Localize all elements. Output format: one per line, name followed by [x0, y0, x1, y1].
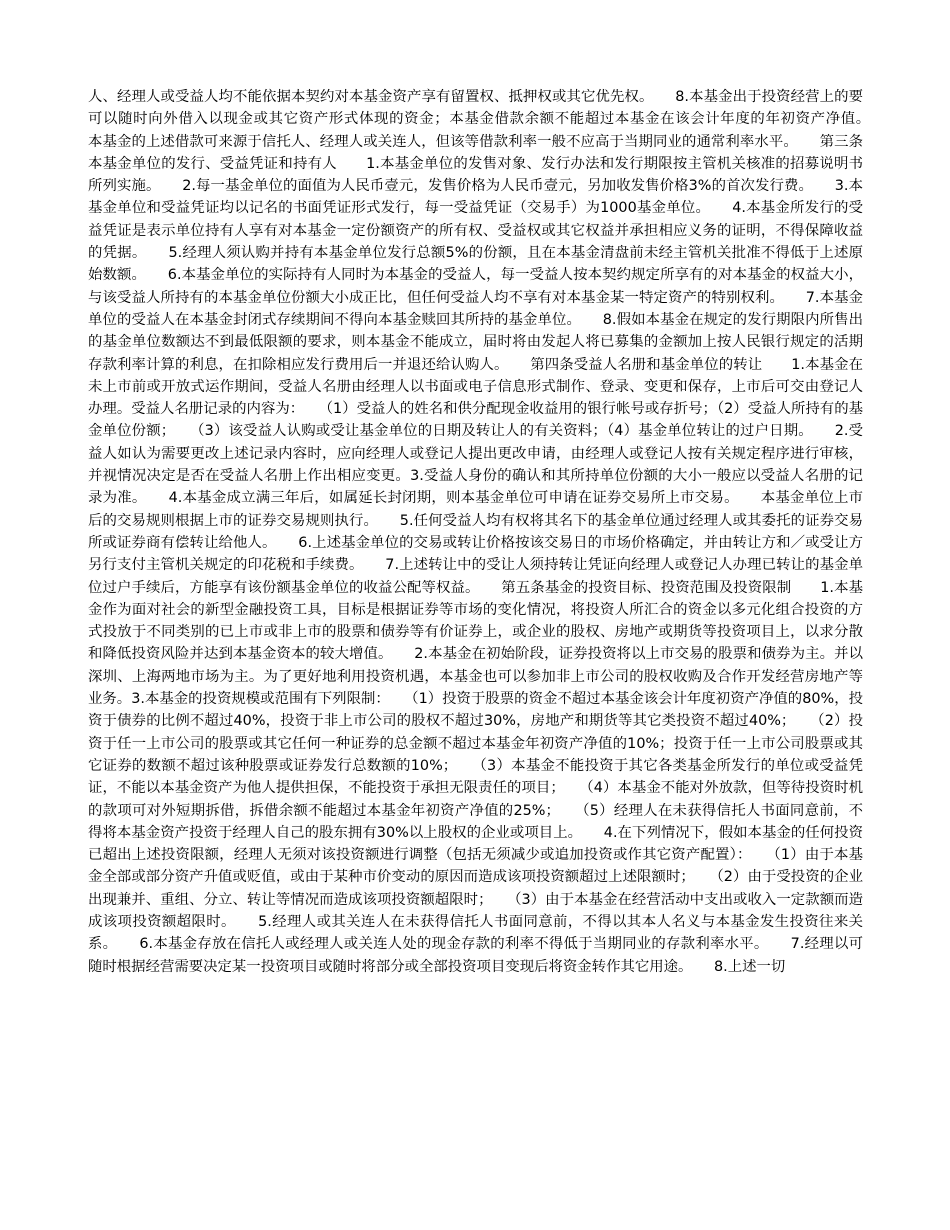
body-paragraph: 人、经理人或受益人均不能依据本契约对本基金资产享有留置权、抵押权或其它优先权。 8.本基金出于投资经营上的要可以随时向外借入以现金或其它资产形式体现的资金；本基金借款余额不能超过本基金在该会计年度的年初资产净值。 本基金的上述借款可来源于信托人、经理人或关连人，但该等借款利率一般不应高于当期同业的通常利率水平。 第三条本基金单位的发行、受益凭证和持有人 1.本基金单位的发售对象、发行办法和发行期限按主管机关核准的招募说明书所列实施。 2.每一基金单位的面值为人民币壹元，发售价格为人民币壹元，另加收发售价格3%的首次发行费。 3.本基金单位和受益凭证均以记名的书面凭证形式发行，每一受益凭证（交易手）为1000基金单位。 4.本基金所发行的受益凭证是表示单位持有人享有对本基金一定份额资产的所有权、受益权或其它权益并承担相应义务的证明，不得保障收益的凭据。 5.经理人须认购并持有本基金单位发行总额5%的份额，且在本基金清盘前未经主管机关批准不得低于上述原始数额。 6.本基金单位的实际持有人同时为本基金的受益人，每一受益人按本契约规定所享有的对本基金的权益大小，与该受益人所持有的本基金单位份额大小成正比，但任何受益人均不享有对本基金某一特定资产的特别权利。 7.本基金单位的受益人在本基金封闭式存续期间不得向本基金赎回其所持的基金单位。 8.假如本基金在规定的发行期限内所售出的基金单位数额达不到最低限额的要求，则本基金不能成立，届时将由发起人将已募集的金额加上按人民银行规定的活期存款利率计算的利息，在扣除相应发行费用后一并退还给认购人。 第四条受益人名册和基金单位的转让 1.本基金在未上市前或开放式运作期间，受益人名册由经理人以书面或电子信息形式制作、登录、变更和保存，上市后可交由登记人办理。受益人名册记录的内容为： （1）受益人的姓名和供分配现金收益用的银行帐号或存折号；（2）受益人所持有的基金单位份额； （3）该受益人认购或受让基金单位的日期及转让人的有关资料；（4）基金单位转让的过户日期。 2.受益人如认为需要更改上述记录内容时，应向经理人或登记人提出更改申请，由经理人或登记人按有关规定程序进行审核，并视情况决定是否在受益人名册上作出相应变更。3.受益人身份的确认和其所持单位份额的大小一般应以受益人名册的记录为准。 4.本基金成立满三年后，如属延长封闭期，则本基金单位可申请在证券交易所上市交易。 本基金单位上市后的交易规则根据上市的证券交易规则执行。 5.任何受益人均有权将其名下的基金单位通过经理人或其委托的证券交易所或证券商有偿转让给他人。 6.上述基金单位的交易或转让价格按该交易日的市场价格确定，并由转让方和／或受让方另行支付主管机关规定的印花税和手续费。 7.上述转让中的受让人须持转让凭证向经理人或登记人办理已转让的基金单位过户手续后，方能享有该份额基金单位的收益公配等权益。 第五条基金的投资目标、投资范围及投资限制 1.本基金作为面对社会的新型金融投资工具，目标是根据证券等市场的变化情况，将投资人所汇合的资金以多元化组合投资的方式投放于不同类别的已上市或非上市的股票和债券等有价证券上，或企业的股权、房地产或期货等投资项目上，以求分散和降低投资风险并达到本基金资本的较大增值。 2.本基金在初始阶段，证券投资将以上市交易的股票和债券为主。并以深圳、上海两地市场为主。为了更好地利用投资机遇，本基金也可以参加非上市公司的股权收购及合作开发经营房地产等业务。3.本基金的投资规模或范围有下列限制： （1）投资于股票的资金不超过本基金该会计年度初资产净值的80%，投资于债券的比例不超过40%，投资于非上市公司的股权不超过30%，房地产和期货等其它类投资不超过40%； （2）投资于任一上市公司的股票或其它任何一种证券的总金额不超过本基金年初资产净值的10%；投资于任一上市公司股票或其它证券的数额不超过该种股票或证券发行总数额的10%； （3）本基金不能投资于其它各类基金所发行的单位或受益凭证，不能以本基金资产为他人提供担保，不能投资于承担无限责任的项目； （4）本基金不能对外放款，但等待投资时机的款项可对外短期拆借，拆借余额不能超过本基金年初资产净值的25%； （5）经理人在未获得信托人书面同意前，不得将本基金资产投资于经理人自己的股东拥有30%以上股权的企业或项目上。 4.在下列情况下，假如本基金的任何投资已超出上述投资限额，经理人无须对该投资额进行调整（包括无须减少或追加投资或作其它资产配置）： （1）由于本基金全部或部分资产升值或贬值，或由于某种市价变动的原因而造成该项投资额超过上述限额时； （2）由于受投资的企业出现兼并、重组、分立、转让等情况而造成该项投资额超限时； （3）由于本基金在经营活动中支出或收入一定款额而造成该项投资额超限时。 5.经理人或其关连人在未获得信托人书面同意前，不得以其本人名义与本基金发生投资往来关系。 6.本基金存放在信托人或经理人或关连人处的现金存款的利率不得低于当期同业的存款利率水平。 7.经理以可随时根据经营需要决定某一投资项目或随时将部分或全部投资项目变现后将资金转作其它用途。 8.上述一切 — [88, 89, 892, 975]
document-page — [88, 86, 892, 978]
